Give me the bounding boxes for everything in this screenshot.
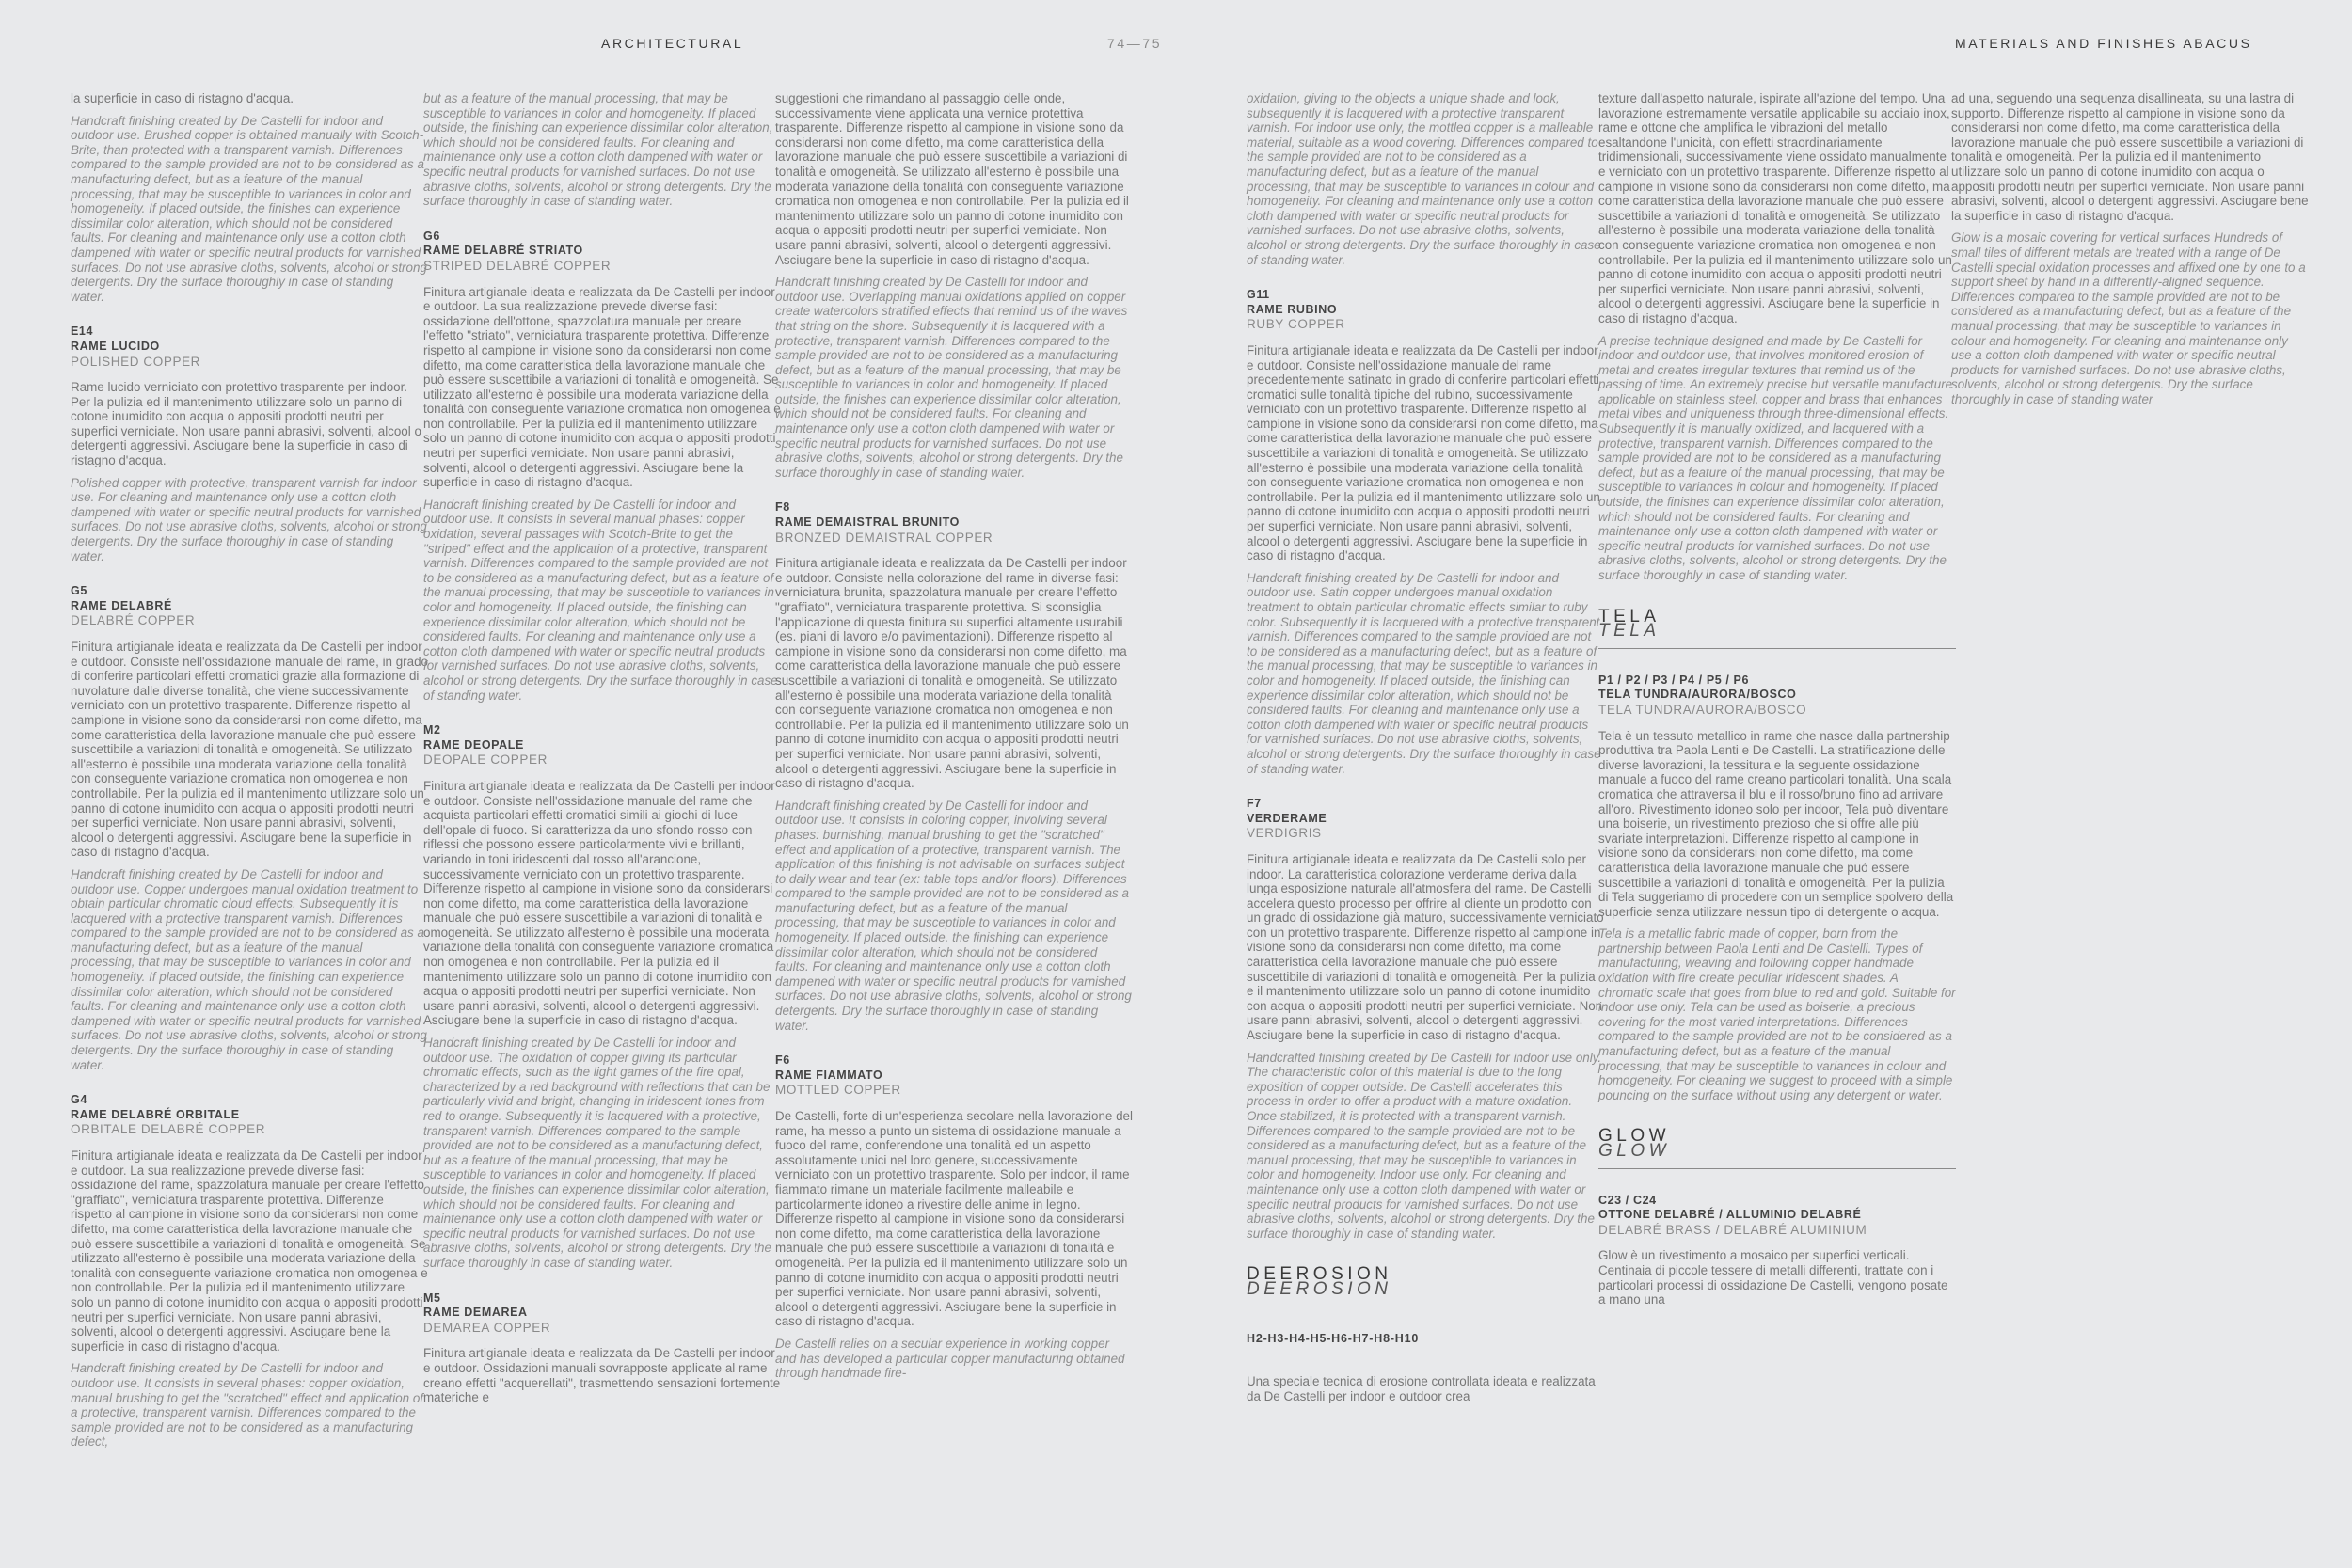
finish-name: RAME DEMAREA: [423, 1306, 528, 1320]
section-divider: [1598, 648, 1956, 649]
finish-description-it: Finitura artigianale ideata e realizzata da De Castelli per indoor e outdoor. Consiste nella colorazione del rame in diverse fasi: verniciatura brunita, spazzolatura manuale per creare l'effetto "graffiato", verniciatura trasparente protettiva. Si sconsiglia l'applicazione di questa finitura su superfici altamente usurabili (es. piani di lavoro e/o pavimentazioni). Differenze rispetto al campione in visione sono da considerarsi non come difetto, ma come caratteristica della lavorazione manuale che può essere suscettibile a variazioni di tonalità e omogeneità. Se utilizzato all'esterno è possibile una moderata variazione della tonalità con conseguente variazione cromatica non omogenea e non controllabile. Per la pulizia ed il mantenimento utilizzare solo un panno di cotone inumidito con acqua o appositi prodotti neutri per superfici verniciate. Non usare panni abrasivi, solventi, alcool o detergenti aggressivi. Asciugare bene la superficie in caso di ristagno d'acqua.: [775, 556, 1129, 791]
finish-code: F8: [775, 500, 790, 515]
finish-name: VERDERAME: [1247, 811, 1327, 825]
paragraph-en: Glow is a mosaic covering for vertical surfaces Hundreds of small tiles of different metals are treated with a range of De Castelli special oxidation processes and affixed one by one to a support sheet by hand in a differently-aligned sequence. Differences compared to the sample provided are not to be considered as a manufacturing defect, but as a feature of the manual processing, that may be susceptible to variances in colour and homogeneity. For cleaning and maintenance only use a cotton cloth dampened with water or specific neutral products for varnished surfaces. Do not use abrasive cloths, solvents, alcohol or strong detergents. Dry the surface thoroughly in case of standing water: [1951, 230, 2306, 406]
finish-name-en: POLISHED COPPER: [71, 354, 201, 369]
finish-description-it: Finitura artigianale ideata e realizzata da De Castelli solo per indoor. La caratteristica colorazione verderame deriva dalla lunga esposizione naturale all'atmosfera del rame. De Castelli accelera questo processo per offrire al cliente un prodotto con un grado di ossidazione già maturo, successivamente verniciato con un protettivo trasparente. Differenze rispetto al campione in visione sono da considerarsi non come difetto, ma come caratteristica della lavorazione manuale che può essere suscettibile di variazioni di tonalità e omogeneità. Per la pulizia e il mantenimento utilizzare solo un panno di cotone inumidito con acqua o appositi prodotti neutri per superfici verniciate. Non usare panni abrasivi, solventi, alcool o detergenti aggressivi. Asciugare bene la superficie in caso di ristagno d'acqua.: [1247, 851, 1604, 1043]
finish-description-en: Handcraft finishing created by De Castelli for indoor and outdoor use. Satin copper undergoes manual oxidation treatment to obtain particular chromatic effects similar to ruby color. Subsequently it is lacquered with a protective transparent varnish. Differences compared to the sample provided are not to be considered as a manufacturing defect, but as a feature of the manual processing, that may be susceptible to variances in color and homogeneity. If placed outside, the finishing can experience dissimilar color alteration, which should not be considered faults. For cleaning and maintenance only use a cotton cloth dampened with water or specific neutral products for varnished surfaces. Do not use abrasive cloths, solvents, alcohol or strong detergents. Dry the surface thoroughly in case of standing water.: [1247, 570, 1601, 776]
finish-code: F6: [775, 1053, 790, 1068]
finish-description-en: Handcraft finishing created by De Castelli for indoor and outdoor use. It consists in several manual phases: copper oxidation, several passages with Scotch-Brite to get the "striped" effect and the application of a protective, transparent varnish. Differences compared to the sample provided are not to be considered as a manufacturing defect, but as a feature of the manual processing, that may be susceptible to variances in color and homogeneity. If placed outside, the finishing can experience dissimilar color alteration, which should not be considered faults. For cleaning and maintenance only use a cotton cloth dampened with water or specific neutral products for varnished surfaces. Do not use abrasive cloths, solvents, alcohol or strong detergents. Dry the surface thoroughly in case of standing water.: [423, 497, 778, 703]
finish-description-it: Finitura artigianale ideata e realizzata da De Castelli per indoor e outdoor. Consiste nell'ossidazione manuale del rame, in grado di conferire particolari effetti cromatici grazie alla formazione di nuvolature dalle diverse tonalità, che viene successivamente verniciato con un protettivo trasparente. Differenze rispetto al campione in visione sono da considerarsi non come difetto, ma come caratteristica della lavorazione manuale che può essere suscettibile a variazioni di tonalità e omogeneità. Se utilizzato all'esterno è possibile una moderata variazione della tonalità con conseguente variazione cromatica non omogenea e non controllabile. Per la pulizia ed il mantenimento utilizzare solo un panno di cotone inumidito con acqua o appositi prodotti neutri per superfici verniciate. Non usare panni abrasivi, solventi, alcool o detergenti aggressivi. Asciugare bene la superficie in caso di ristagno d'acqua.: [71, 640, 428, 860]
finish-code: E14: [71, 325, 94, 339]
finish-name: RAME DEOPALE: [423, 737, 524, 752]
column-5: [1598, 91, 1956, 1315]
finish-code: G11: [1247, 288, 1270, 302]
finish-description-en: Handcraft finishing created by De Castelli for indoor and outdoor use. It consists in several phases: copper oxidation, manual brushing to get the "scratched" effect and application of a protective, transparent varnish. Differences compared to the sample provided are not to be considered as a manufacturing defect,: [71, 1361, 424, 1449]
finish-description-it: Tela è un tessuto metallico in rame che nasce dalla partnership produttiva tra Paola Lenti e De Castelli. La stratificazione delle diverse lavorazioni, la tessitura e la seguente ossidazione manuale a fuoco del rame creano particolari tonalità. Una scala cromatica che attraversa il blu e il rosso/bruno fino ad arrivare all'oro. Rivestimento idoneo solo per indoor, Tela può diventare una boiserie, un rivestimento prezioso che si offre alle più svariate interpretazioni. Differenze rispetto al campione in visione sono da considerarsi non come difetto, ma come caratteristica della lavorazione manuale che può essere suscettibile a variazioni di tonalità e omogeneità. Per la pulizia di Tela suggeriamo di procedere con un semplice spolvero della superficie senza utilizzare nessun tipo di detergente o acqua.: [1598, 728, 1954, 919]
column-1: [71, 91, 428, 1457]
finish-description-en: Handcraft finishing created by De Castelli for indoor and outdoor use. The oxidation of copper giving its particular chromatic effects, such as the light games of the fire opal, characterized by a red background with reflections that can be particularly vivid and bright, changing in iridescent tones from red to orange. Subsequently it is lacquered with a protective, transparent varnish. Differences compared to the sample provided are not to be considered as a manufacturing defect, but as a feature of the manual processing, that may be susceptible to variances in color and homogeneity. If placed outside, the finishes can experience dissimilar color alteration, which should not be considered faults. For cleaning and maintenance only use a cotton cloth dampened with water or specific neutral products for varnished surfaces. Do not use abrasive cloths, solvents, alcohol or strong detergents. Dry the surface thoroughly in case of standing water.: [423, 1036, 771, 1270]
finish-name: RAME DELABRÉ ORBITALE: [71, 1107, 240, 1121]
finish-code: G5: [71, 584, 87, 598]
finish-code: G4: [71, 1093, 87, 1107]
finish-description-en: Polished copper with protective, transparent varnish for indoor use. For cleaning and maintenance only use a cotton cloth dampened with water or specific neutral products for varnished surfaces. Do not use abrasive cloths, solvents, alcohol or strong detergents. Dry the surface thoroughly in case of standing water.: [71, 475, 427, 563]
paragraph-it: texture dall'aspetto naturale, ispirate all'azione del tempo. Una lavorazione estremamente versatile applicabile su acciaio inox, rame e ottone che amplifica le vibrazioni del metallo esaltandone l'unicità, con effetti straordinariamente tridimensionali, successivamente viene ossidato manualmente e verniciato con un protettivo trasparente. Differenze rispetto al campione in visione sono da considerarsi non come difetto, ma come caratteristica della lavorazione manuale che può essere suscettibile a variazioni di tonalità e omogeneità. Se utilizzato all'esterno è possibile una moderata variazione della tonalità con conseguente variazione cromatica non omogenea e non controllabile. Per la pulizia ed il mantenimento utilizzare solo un panno di cotone inumidito con acqua o appositi prodotti neutri per superfici verniciate. Non usare panni abrasivi, solventi, alcool o detergenti aggressivi. Asciugare bene la superficie in caso di ristagno d'acqua.: [1598, 91, 1952, 325]
finish-name: RAME RUBINO: [1247, 302, 1338, 316]
finish-name-en: BRONZED DEMAISTRAL COPPER: [775, 530, 993, 545]
section-divider: [1598, 1168, 1956, 1169]
document-title: MATERIALS AND FINISHES ABACUS: [1955, 36, 2252, 51]
finish-name-en: TELA TUNDRA/AURORA/BOSCO: [1598, 702, 1807, 717]
finish-code: M2: [423, 723, 441, 737]
finish-description-it: Finitura artigianale ideata e realizzata da De Castelli per indoor e outdoor. Ossidazioni manuali sovrapposte applicate al rame creano effetti "acquerellati", trasmettendo sensazioni fortemente materiche e: [423, 1346, 781, 1405]
finish-description-it: Finitura artigianale ideata e realizzata da De Castelli per indoor e outdoor. Consiste nell'ossidazione manuale del rame che acquista particolari effetti cromatici simili ai giochi di luce dell'opale di fuoco. Si caratterizza da uno sfondo rosso con riflessi che possono essere particolarmente vivi e brillanti, variando in toni iridescenti dal rosso all'arancione, successivamente verniciato con un protettivo trasparente. Differenze rispetto al campione in visione sono da considerarsi non come difetto, ma come caratteristica della lavorazione manuale che può essere suscettibile a variazioni di tonalità e omogeneità. Se utilizzato all'esterno è possibile una moderata variazione della tonalità con conseguente variazione cromatica non omogenea e non controllabile. Per la pulizia ed il mantenimento utilizzare solo un panno di cotone inumidito con acqua o appositi prodotti neutri per superfici verniciate. Non usare panni abrasivi, solventi, alcool o detergenti aggressivi. Asciugare bene la superficie in caso di ristagno d'acqua.: [423, 778, 775, 1028]
finish-name: OTTONE DELABRÉ / ALLUMINIO DELABRÉ: [1598, 1208, 1862, 1222]
finish-description-en: Handcrafted finishing created by De Castelli for indoor use only. The characteristic color of this material is due to the long exposition of copper outside. De Castelli accelerates this process in order to offer a product with a mature oxidation. Once stabilized, it is protected with a transparent varnish. Differences compared to the sample provided are not to be considered as a manufacturing defect, but as a feature of the manual processing, that may be susceptible to variances in color and homogeneity. Indoor use only. For cleaning and maintenance only use a cotton cloth dampened with water or specific neutral products for varnished surfaces. Do not use abrasive cloths, solvents, alcohol or strong detergents. Dry the surface thoroughly in case of standing water.: [1247, 1050, 1602, 1241]
paragraph-it: suggestioni che rimandano al passaggio delle onde, successivamente viene applicata una vernice protettiva trasparente. Differenze rispetto al campione in visione sono da considerarsi non come difetto, ma come caratteristica della lavorazione manuale che può essere suscettibile a variazioni di tonalità e omogeneità. Se utilizzato all'esterno è possibile una moderata variazione della tonalità con conseguente variazione cromatica non omogenea e non controllabile. Per la pulizia ed il mantenimento utilizzare solo un panno di cotone inumidito con acqua o appositi prodotti neutri per superfici verniciate. Non usare panni abrasivi, solventi, alcool o detergenti aggressivi. Asciugare bene la superficie in caso di ristagno d'acqua.: [775, 91, 1129, 267]
finish-name: RAME DELABRÉ: [71, 598, 172, 612]
finish-name-en: STRIPED DELABRÉ COPPER: [423, 258, 612, 273]
section-heading-deerosion: DEEROSION: [1247, 1264, 1392, 1285]
paragraph-it: la superficie in caso di ristagno d'acqua.: [71, 91, 294, 105]
finish-name-en: DEMAREA COPPER: [423, 1320, 551, 1335]
section-heading-deerosion-italic: DEEROSION: [1247, 1278, 1392, 1299]
finish-name-en: DEOPALE COPPER: [423, 752, 548, 768]
section-heading-tela-italic: TELA: [1598, 621, 1661, 641]
finish-description-it: Finitura artigianale ideata e realizzata da De Castelli per indoor e outdoor. Consiste nell'ossidazione manuale del rame precedentemente satinato in grado di conferire particolari effetti cromatici sulle tonalità tipiche del rubino, successivamente verniciato con un protettivo trasparente. Differenze rispetto al campione in visione sono da considerarsi non come difetto, ma come caratteristica della lavorazione manuale che può essere suscettibile a variazioni di tonalità e omogeneità. Se utilizzato all'esterno è possibile una moderata variazione della tonalità con conseguente variazione cromatica non omogenea e non controllabile. Per la pulizia ed il mantenimento utilizzare solo un panno di cotone inumidito con acqua o appositi prodotti neutri per superfici verniciate. Non usare panni abrasivi, solventi, alcool o detergenti aggressivi. Asciugare bene la superficie in caso di ristagno d'acqua.: [1247, 342, 1600, 563]
paragraph-en: A precise technique designed and made by De Castelli for indoor and outdoor use, that involves monitored erosion of metal and creates irregular textures that remind us of the passing of time. An extremely precise but versatile manufacture applicable on stainless steel, copper and brass that enhances metal vibes and uniqueness through three-dimensional effects. Subsequently it is manually oxidized, and lacquered with a protective, transparent varnish. Differences compared to the sample provided are not to be considered as a manufacturing defect, but as a feature of the manual processing, that may be susceptible to variances in colour and homogeneity. If placed outside, the finishes can experience dissimilar color alteration, which should not be considered faults. For cleaning and maintenance only use a cotton cloth dampened with water or specific neutral products for varnished surfaces. Do not use abrasive cloths, solvents, alcohol or strong detergents. Dry the surface thoroughly in case of standing water.: [1598, 333, 1953, 582]
column-4: [1247, 91, 1604, 1411]
finish-code: P1 / P2 / P3 / P4 / P5 / P6: [1598, 673, 1750, 687]
finish-name-en: ORBITALE DELABRÉ COPPER: [71, 1122, 266, 1137]
finish-name-en: VERDIGRIS: [1247, 826, 1322, 841]
column-6: [1951, 91, 2309, 414]
finish-code: F7: [1247, 797, 1262, 811]
finish-description-en: Handcraft finishing created by De Castelli for indoor and outdoor use. It consists in coloring copper, involving several phases: burnishing, manual brushing to get the "scratched" effect and application of a protective, transparent varnish. The application of this finishing is not advisable on surfaces subject to daily wear and tear (ex: table tops and/or floors). Differences compared to the sample provided are not to be considered as a manufacturing defect, but as a feature of the manual processing, that may be susceptible to variances in color and homogeneity. If placed outside, the finishing can experience dissimilar color alteration, which should not be considered faults. For cleaning and maintenance only use a cotton cloth dampened with water or specific neutral products for varnished surfaces. Do not use abrasive cloths, solvents, alcohol or strong detergents. Dry the surface thoroughly in case of standing water.: [775, 798, 1132, 1033]
paragraph-en: Handcraft finishing created by De Castelli for indoor and outdoor use. Brushed copper is obtained manually with Scotch-Brite, than protected with a transparent varnish. Differences compared to the sample provided are not to be considered as a manufacturing defect, but as a feature of the manual processing, that may be susceptible to variances in color and homogeneity. If placed outside, the finishes can experience dissimilar color alteration, which should not be considered faults. For cleaning and maintenance only use a cotton cloth dampened with water or specific neutral products for varnished surfaces. Do not use abrasive cloths, solvents, alcohol or strong detergents. Dry the surface thoroughly in case of standing water.: [71, 113, 427, 304]
finish-description-it: De Castelli, forte di un'esperienza secolare nella lavorazione del rame, ha messo a punto un sistema di ossidazione manuale a fuoco del rame, conferendone una tonalità ed un aspetto assolutamente unici nel loro genere, successivamente verniciato con un protettivo trasparente. Solo per indoor, il rame fiammato rimane un materiale facilmente malleabile e particolarmente idoneo a rivestire delle anime in legno. Differenze rispetto al campione in visione sono da considerarsi non come difetto, ma come caratteristica della lavorazione manuale che può essere suscettibile a variazioni di tonalità e omogeneità. Per la pulizia ed il mantenimento utilizzare solo un panno di cotone inumidito con acqua o appositi prodotti neutri per superfici verniciate. Non usare panni abrasivi, solventi, alcool o detergenti aggressivi. Asciugare bene la superficie in caso di ristagno d'acqua.: [775, 1109, 1133, 1329]
finish-name-en: MOTTLED COPPER: [775, 1083, 901, 1098]
finish-name: RAME FIAMMATO: [775, 1068, 883, 1082]
paragraph-en: Handcraft finishing created by De Castelli for indoor and outdoor use. Overlapping manual oxidations applied on copper create watercolors stratified effects that remind us of the waves that string on the shore. Subsequently it is lacquered with a protective, transparent varnish. Differences compared to the sample provided are not to be considered as a manufacturing defect, but as a feature of the manual processing, that may be susceptible to variances in color and homogeneity. If placed outside, the finishes can experience dissimilar color alteration, which should not be considered faults. For cleaning and maintenance only use a cotton cloth dampened with water or specific neutral products for varnished surfaces. Do not use abrasive cloths, solvents, alcohol or strong detergents. Dry the surface thoroughly in case of standing water.: [775, 275, 1128, 480]
finish-description-it: Rame lucido verniciato con protettivo trasparente per indoor. Per la pulizia ed il mantenimento utilizzare solo un panno di cotone inumidito con acqua o appositi prodotti neutri per superfici verniciate. Non usare panni abrasivi, solventi, alcool o detergenti aggressivi. Asciugare bene la superficie in caso di ristagno d'acqua.: [71, 380, 421, 468]
paragraph-it: ad una, seguendo una sequenza disallineata, su una lastra di supporto. Differenze rispetto al campione in visione sono da considerarsi non come difetto, ma come caratteristica della lavorazione manuale che può essere suscettibile a variazioni di tonalità e omogeneità. Per la pulizia ed il mantenimento utilizzare solo un panno di cotone inumidito con acqua o appositi prodotti neutri per superfici verniciate. Non usare panni abrasivi, solventi, alcool o detergenti aggressivi. Asciugare bene la superficie in caso di ristagno d'acqua.: [1951, 91, 2309, 223]
finish-description-it: Finitura artigianale ideata e realizzata da De Castelli per indoor e outdoor. La sua realizzazione prevede diverse fasi: ossidazione del rame, spazzolatura manuale per creare l'effetto "graffiato", verniciatura trasparente protettiva. Differenze rispetto al campione in visione sono da considerarsi non come difetto, ma come caratteristica della lavorazione manuale che può essere suscettibile a variazioni di tonalità e omogeneità. Se utilizzato all'esterno è possibile una moderata variazione della tonalità con conseguente variazione cromatica non omogenea e non controllabile. Per la pulizia ed il mantenimento utilizzare solo un panno di cotone inumidito con acqua o appositi prodotti neutri per superfici verniciate. Non usare panni abrasivi, solventi, alcool o detergenti aggressivi. Asciugare bene la superficie in caso di ristagno d'acqua.: [71, 1148, 428, 1354]
finish-description-en: Tela is a metallic fabric made of copper, born from the partnership between Paola Lenti and De Castelli. Types of manufacturing, weaving and following copper handmade oxidation with fire create peculiar iridescent shades. A chromatic scale that goes from blue to red and gold. Suitable for indoor use only. Tela can be used as boiserie, a precious covering for the most varied interpretations. Differences compared to the sample provided are not to be considered as a manufacturing defect, but as a feature of the manual processing, that may be susceptible to variances in colour and homogeneity. For cleaning we suggest to proceed with a simple pouncing on the surface without using any detergent or water.: [1598, 927, 1956, 1102]
section-heading-glow-italic: GLOW: [1598, 1141, 1671, 1161]
finish-name-en: RUBY COPPER: [1247, 317, 1345, 332]
section-heading-glow: GLOW: [1598, 1126, 1671, 1147]
finish-name-en: DELABRÉ COPPER: [71, 613, 196, 628]
finish-description-it: Una speciale tecnica di erosione controllata ideata e realizzata da De Castelli per indoor e outdoor crea: [1247, 1374, 1596, 1403]
section-header: ARCHITECTURAL: [601, 36, 744, 51]
paragraph-en: but as a feature of the manual processing, that may be susceptible to variances in color and homogeneity. If placed outside, the finishing can experience dissimilar color alteration, which should not be considered faults. For cleaning and maintenance only use a cotton cloth dampened with water or specific neutral products for varnished surfaces. Do not use abrasive cloths, solvents, alcohol or strong detergents. Dry the surface thoroughly in case of standing water.: [423, 91, 773, 209]
finish-description-it: Glow è un rivestimento a mosaico per superfici verticali. Centinaia di piccole tessere di metalli differenti, trattate con i particolari processi di ossidazione De Castelli, vengono posate a mano una: [1598, 1248, 1948, 1307]
column-2: [423, 91, 781, 1413]
column-3: [775, 91, 1133, 1388]
finish-description-it: Finitura artigianale ideata e realizzata da De Castelli per indoor e outdoor. La sua realizzazione prevede diverse fasi: ossidazione dell'ottone, spazzolatura manuale per creare l'effetto "striato", verniciatura trasparente protettiva. Differenze rispetto al campione in visione sono da considerarsi non come difetto, ma come caratteristica della lavorazione manuale che può essere suscettibile a variazioni di tonalità e omogeneità. Se utilizzato all'esterno è possibile una moderata variazione della tonalità con conseguente variazione cromatica non omogenea e non controllabile. Per la pulizia ed il mantenimento utilizzare solo un panno di cotone inumidito con acqua o appositi prodotti neutri per superfici verniciate. Non usare panni abrasivi, solventi, alcool o detergenti aggressivi. Asciugare bene la superficie in caso di ristagno d'acqua.: [423, 284, 781, 490]
paragraph-en: oxidation, giving to the objects a unique shade and look, subsequently it is lacquered with a protective transparent varnish. For indoor use only, the mottled copper is a malleable material, suitable as a wood covering. Differences compared to the sample provided are not to be considered as a manufacturing defect, but as a feature of the manual processing, that may be susceptible to variances in colour and homogeneity. For cleaning and maintenance only use a cotton cloth dampened with water or specific neutral products for varnished surfaces. Do not use abrasive cloths, solvents, alcohol or strong detergents. Dry the surface thoroughly in case of standing water.: [1247, 91, 1601, 267]
finish-description-en: De Castelli relies on a secular experience in working copper and has developed a particular copper manufacturing obtained through handmade fire-: [775, 1336, 1125, 1381]
finish-code: G6: [423, 229, 440, 243]
page-numbers: 74—75: [1107, 36, 1163, 51]
finish-codes: H2-H3-H4-H5-H6-H7-H8-H10: [1247, 1331, 1420, 1345]
finish-name: RAME DEMAISTRAL BRUNITO: [775, 515, 960, 530]
finish-description-en: Handcraft finishing created by De Castelli for indoor and outdoor use. Copper undergoes manual oxidation treatment to obtain particular chromatic cloud effects. Subsequently it is lacquered with a protective transparent varnish. Differences compared to the sample provided are not to be considered as a manufacturing defect, but as a feature of the manual processing, that may be susceptible to variances in color and homogeneity. If placed outside, the finishing can experience dissimilar color alteration, which should not be considered faults. For cleaning and maintenance only use a cotton cloth dampened with water or specific neutral products for varnished surfaces. Do not use abrasive cloths, solvents, alcohol or strong detergents. Dry the surface thoroughly in case of standing water.: [71, 866, 427, 1072]
finish-name: RAME DELABRÉ STRIATO: [423, 244, 583, 258]
finish-name: TELA TUNDRA/AURORA/BOSCO: [1598, 688, 1797, 702]
finish-name-en: DELABRÉ BRASS / DELABRÉ ALUMINIUM: [1598, 1222, 1867, 1237]
finish-name: RAME LUCIDO: [71, 339, 160, 353]
finish-code: C23 / C24: [1598, 1193, 1657, 1207]
section-heading-tela: TELA: [1598, 606, 1661, 626]
finish-code: M5: [423, 1291, 441, 1305]
